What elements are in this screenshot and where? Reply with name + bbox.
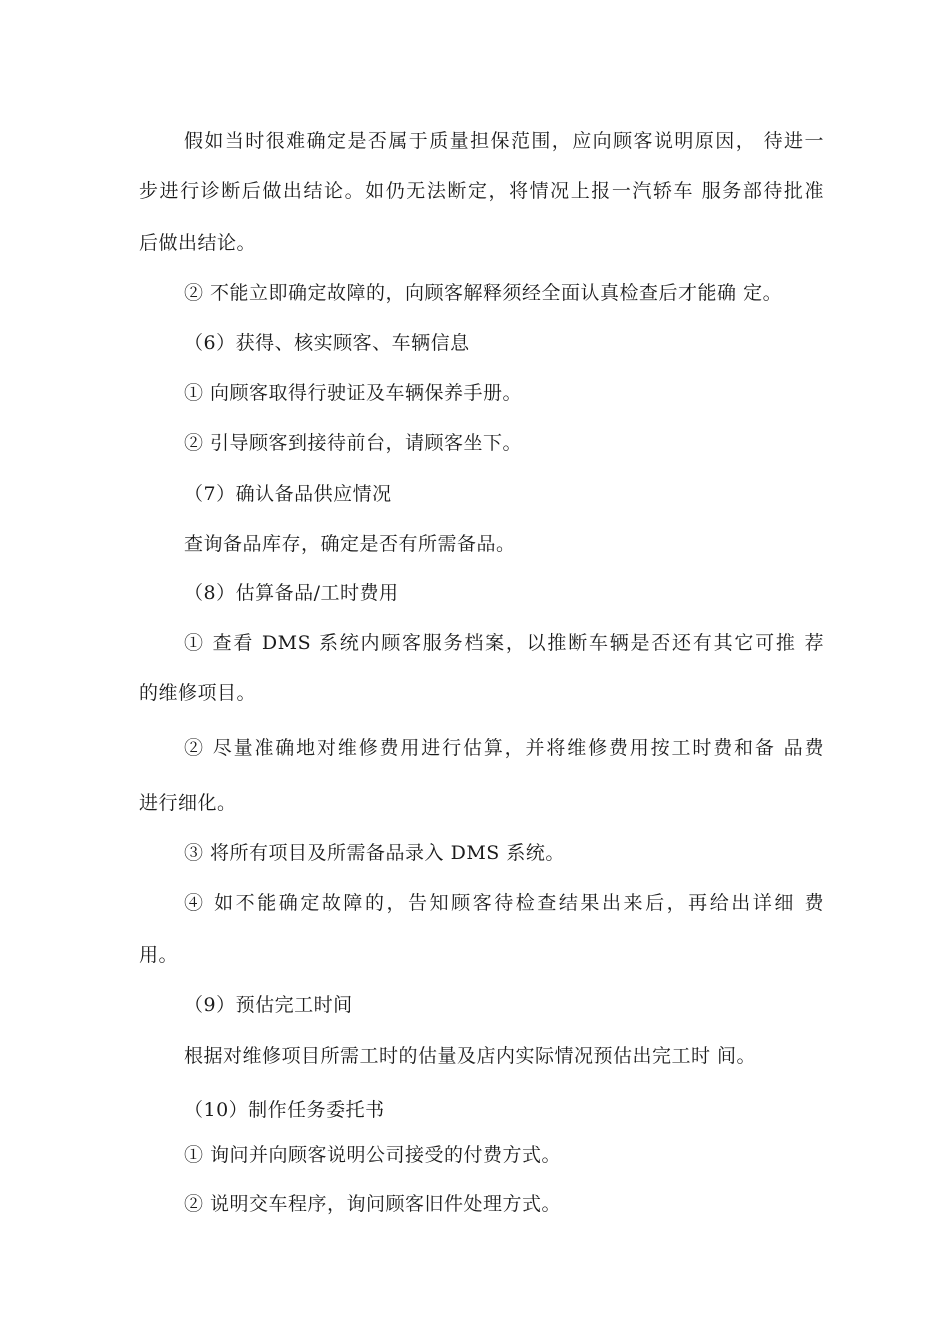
paragraph-line: 根据对维修项目所需工时的估量及店内实际情况预估出完工时 间。 xyxy=(184,1045,757,1067)
list-item: ② 尽量准确地对维修费用进行估算，并将维修费用按工时费和备 品费 xyxy=(184,737,824,759)
paragraph-line: 步进行诊断后做出结论。如仍无法断定，将情况上报一汽轿车 服务部待批准 xyxy=(139,180,824,202)
paragraph-line: 的维修项目。 xyxy=(139,682,257,704)
section-heading: （10）制作任务委托书 xyxy=(184,1099,385,1121)
section-heading: （6）获得、核实顾客、车辆信息 xyxy=(184,332,470,354)
list-item: ① 向顾客取得行驶证及车辆保养手册。 xyxy=(184,382,523,404)
section-heading: （9）预估完工时间 xyxy=(184,994,353,1016)
list-item: ② 不能立即确定故障的，向顾客解释须经全面认真检查后才能确 定。 xyxy=(184,282,783,304)
list-item: ① 询问并向顾客说明公司接受的付费方式。 xyxy=(184,1144,562,1166)
section-heading: （7）确认备品供应情况 xyxy=(184,483,392,505)
list-item: ② 说明交车程序，询问顾客旧件处理方式。 xyxy=(184,1193,562,1215)
list-item: ③ 将所有项目及所需备品录入 DMS 系统。 xyxy=(184,842,565,864)
section-heading: （8）估算备品/工时费用 xyxy=(184,582,399,604)
paragraph-line: 用。 xyxy=(139,944,179,966)
list-item: ④ 如不能确定故障的，告知顾客待检查结果出来后，再给出详细 费 xyxy=(184,892,824,914)
list-item: ① 查看 DMS 系统内顾客服务档案，以推断车辆是否还有其它可推 荐 xyxy=(184,632,824,654)
paragraph-line: 进行细化。 xyxy=(139,792,237,814)
paragraph-line: 查询备品库存，确定是否有所需备品。 xyxy=(184,533,516,555)
list-item: ② 引导顾客到接待前台，请顾客坐下。 xyxy=(184,432,523,454)
paragraph-line: 假如当时很难确定是否属于质量担保范围，应向顾客说明原因， 待进一 xyxy=(184,130,824,152)
paragraph-line: 后做出结论。 xyxy=(139,232,257,254)
